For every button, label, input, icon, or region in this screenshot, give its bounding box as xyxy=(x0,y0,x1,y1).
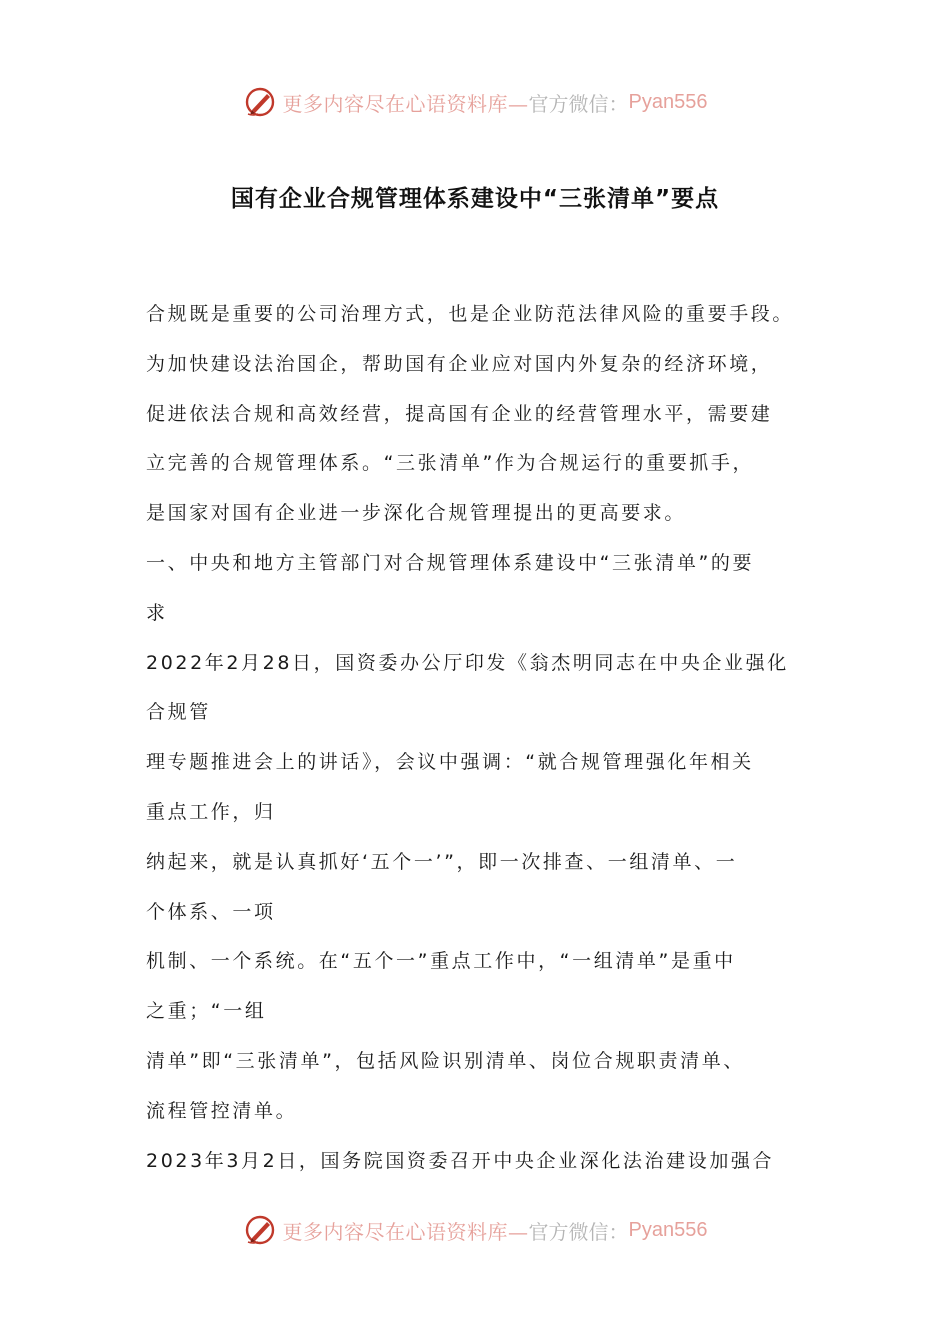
pen-logo-icon xyxy=(243,1213,277,1247)
pen-logo-icon xyxy=(243,85,277,119)
document-title: 国有企业合规管理体系建设中“三张清单”要点 xyxy=(230,186,720,212)
section-heading-line: 一、中央和地方主管部门对合规管理体系建设中“三张清单”的要 xyxy=(146,551,755,574)
banner-text: 更多内容尽在心语资料库— xyxy=(282,1219,529,1244)
body-line: 2023年3月2日，国务院国资委召开中央企业深化法治建设加强合 xyxy=(146,1149,775,1172)
banner-wechat-id: Pyan556 xyxy=(628,1218,708,1241)
body-line: 理专题推进会上的讲话》，会议中强调：“就合规管理强化年相关 xyxy=(146,751,754,774)
footer-watermark-banner xyxy=(0,1210,950,1250)
body-line: 机制、一个系统。在“五个一”重点工作中，“一组清单”是重中 xyxy=(146,950,736,973)
banner-text: 更多内容尽在心语资料库— xyxy=(282,91,529,116)
banner-wechat-label: 官方微信： xyxy=(528,1219,629,1244)
body-line: 纳起来，就是认真抓好‘五个一’”，即一次排查、一组清单、一 xyxy=(146,850,738,873)
body-line: 为加快建设法治国企，帮助国有企业应对国内外复杂的经济环境， xyxy=(146,352,773,375)
body-line: 合规既是重要的公司治理方式，也是企业防范法律风险的重要手段。 xyxy=(146,303,795,325)
document-body xyxy=(146,296,846,1192)
body-line: 清单”即“三张清单”，包括风险识别清单、岗位合规职责清单、 xyxy=(146,1049,745,1072)
banner-wechat-label: 官方微信： xyxy=(528,91,629,116)
header-watermark-banner xyxy=(0,82,950,122)
body-line: 是国家对国有企业进一步深化合规管理提出的更高要求。 xyxy=(146,502,687,525)
body-line: 之重；“一组 xyxy=(146,1000,267,1023)
banner-wechat-id: Pyan556 xyxy=(628,90,708,113)
body-line: 合规管 xyxy=(146,701,211,724)
body-line: 立完善的合规管理体系。“三张清单”作为合规运行的重要抓手， xyxy=(146,452,755,475)
body-line: 流程管控清单。 xyxy=(146,1099,298,1122)
body-line: 重点工作，归 xyxy=(146,800,276,823)
section-heading-line: 求 xyxy=(146,601,168,624)
body-line: 个体系、一项 xyxy=(146,900,276,923)
body-line: 2022年2月28日，国资委办公厅印发《翁杰明同志在中央企业强化 xyxy=(146,651,789,674)
body-line: 促进依法合规和高效经营，提高国有企业的经营管理水平，需要建 xyxy=(146,402,773,425)
